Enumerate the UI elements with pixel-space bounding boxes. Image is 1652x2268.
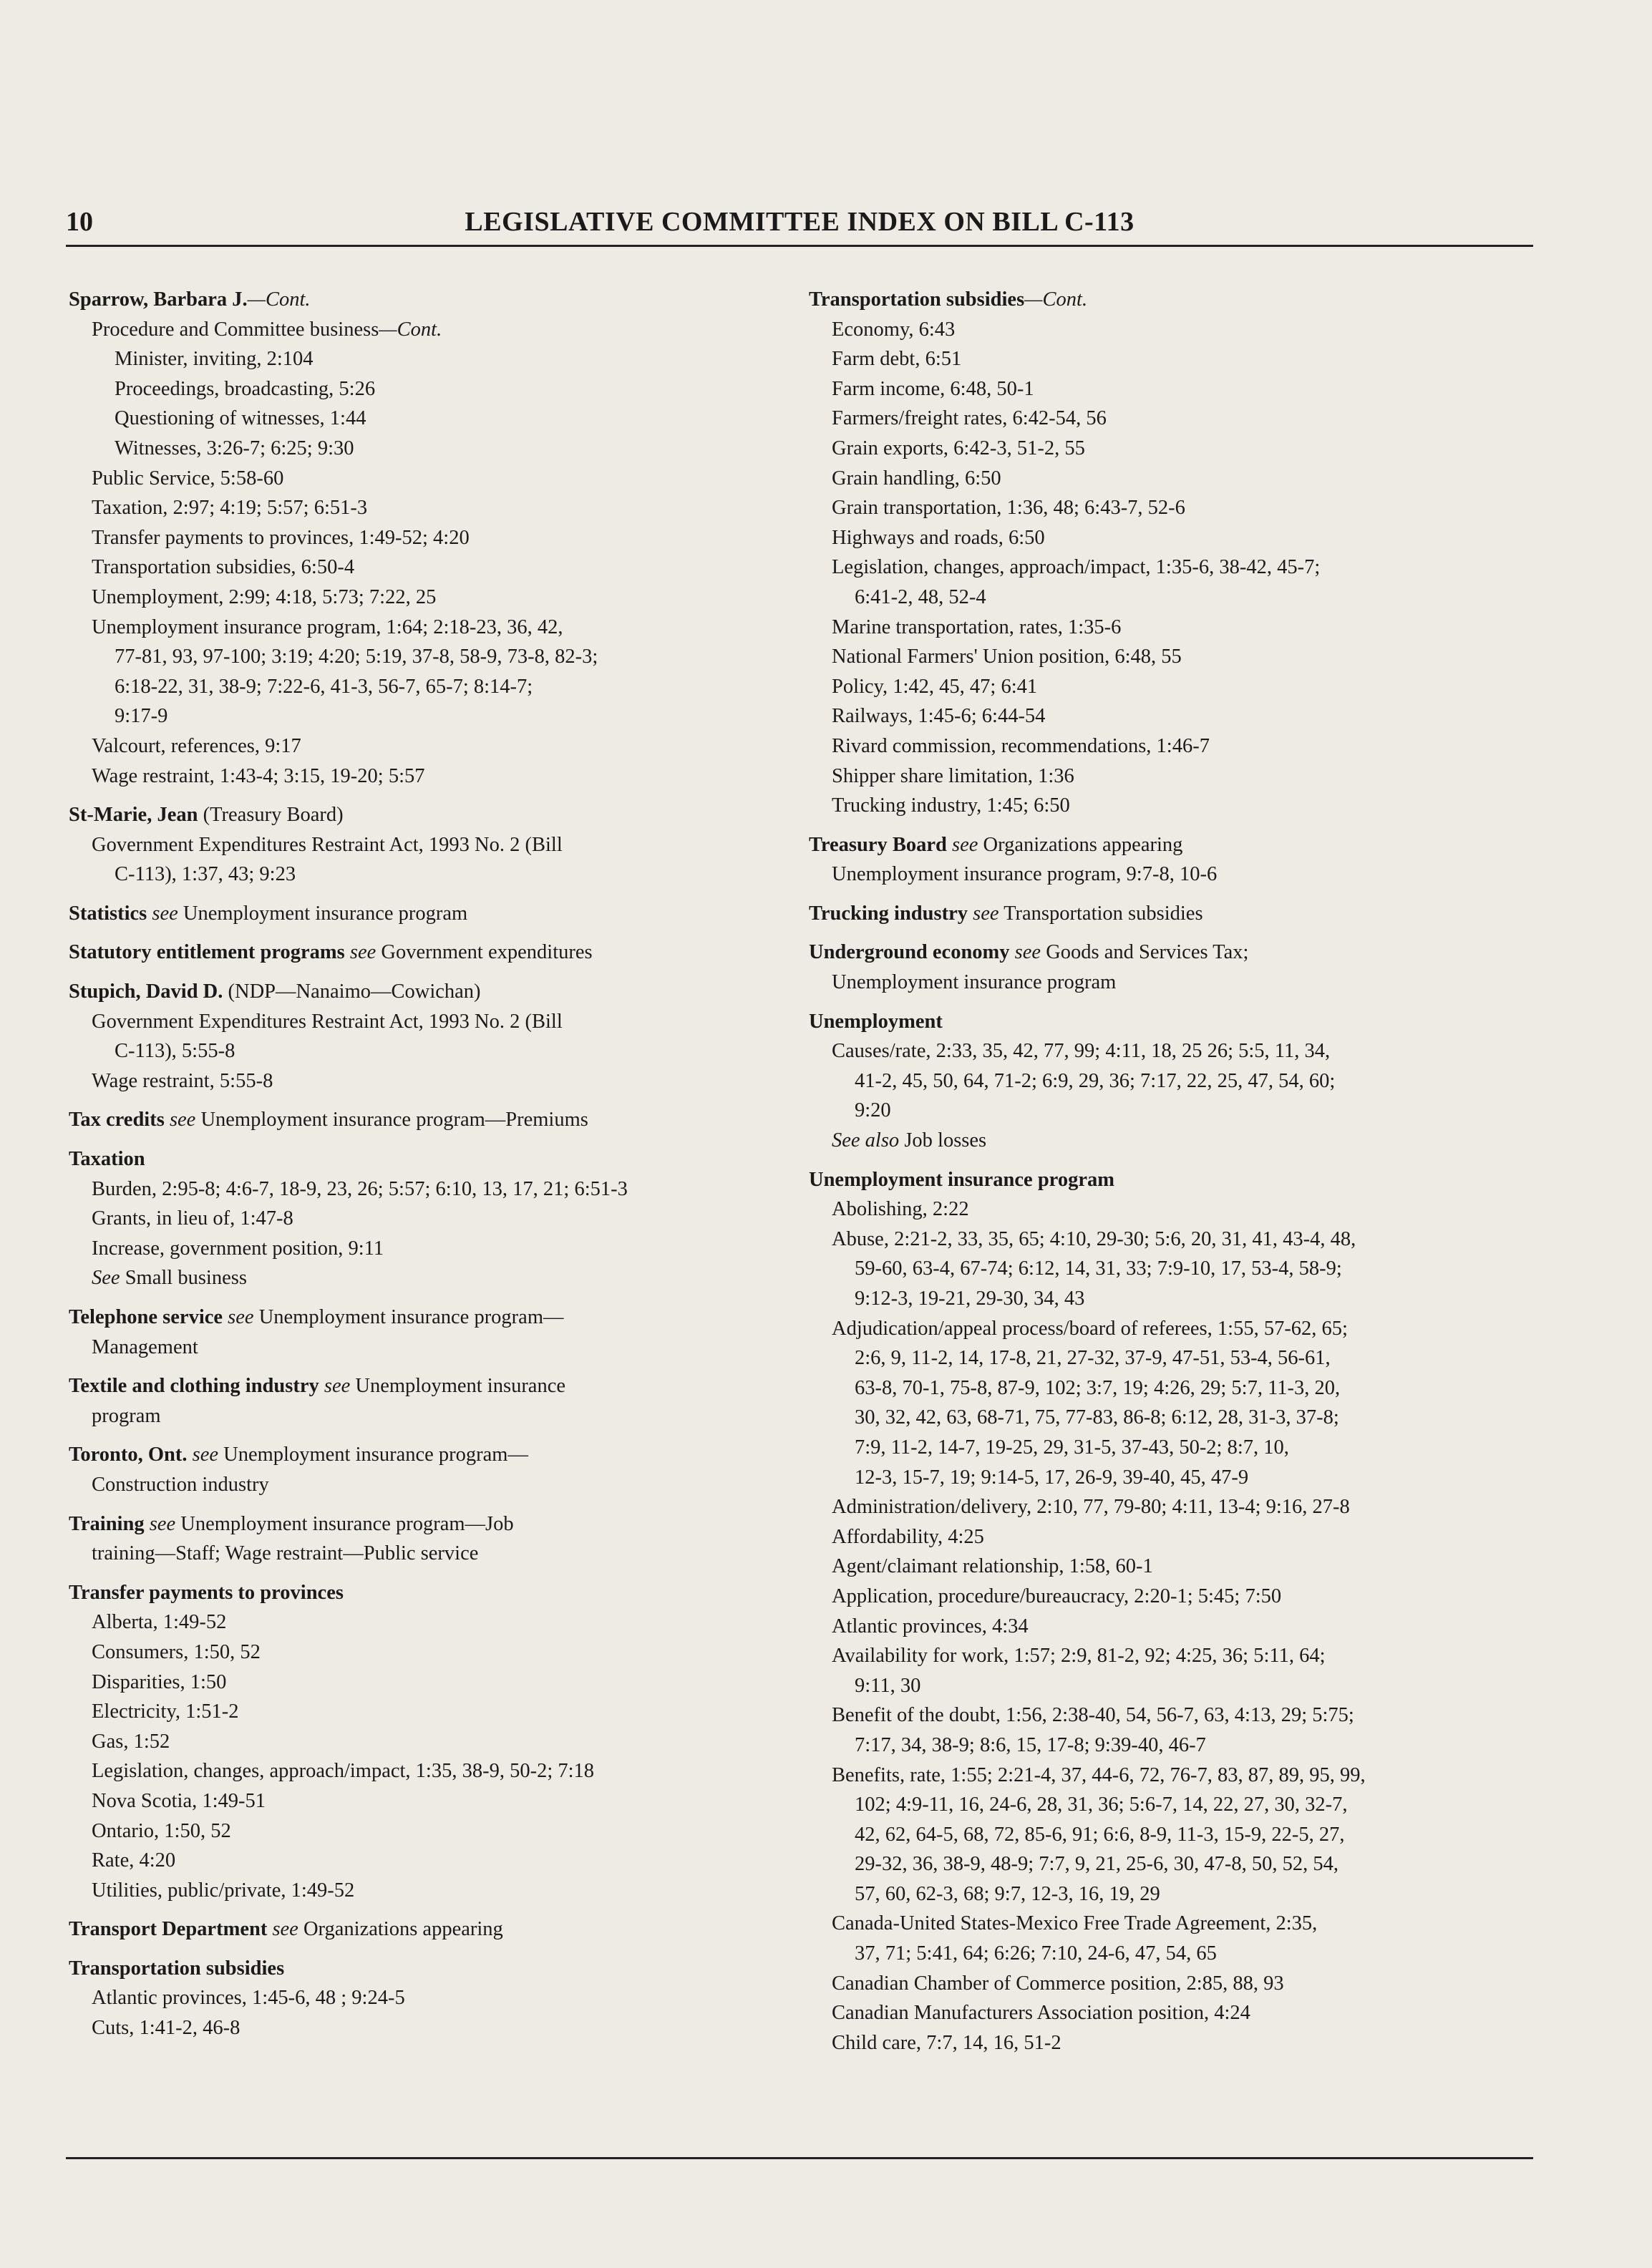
entry-text: Minister, inviting, 2:104 [115, 348, 314, 371]
entry-text: Proceedings, broadcasting, 5:26 [115, 377, 376, 400]
entry-heading: Unemployment insurance program [809, 1168, 1114, 1191]
entry-text: Adjudication/appeal process/board of referees, 1:55, 57-62, 65; [832, 1317, 1348, 1340]
entry-text: C-113), 5:55-8 [115, 1040, 235, 1063]
entry-text: Economy, 6:43 [832, 318, 956, 341]
entry-text: Unemployment insurance program—Premiums [195, 1109, 588, 1131]
page-header [66, 206, 1533, 245]
see-reference: see [1009, 941, 1041, 964]
index-entry [69, 1440, 777, 1499]
subentry-line [809, 553, 1517, 583]
entry-text: Farm debt, 6:51 [832, 348, 962, 371]
subentry-line [69, 1263, 777, 1293]
entry-heading: Statutory entitlement programs [69, 941, 345, 964]
entry-text: Canadian Chamber of Commerce position, 2:85, 88, 93 [832, 1972, 1284, 1995]
entry-heading: Transportation subsidies [809, 288, 1025, 311]
entry-text: 7:17, 34, 38-9; 8:6, 15, 17-8; 9:39-40, 46-7 [855, 1733, 1206, 1756]
subentry-line [809, 493, 1517, 523]
entry-heading-line [69, 1144, 777, 1174]
header-rule [66, 245, 1533, 247]
index-entry [69, 938, 777, 968]
entry-text: Witnesses, 3:26-7; 6:25; 9:30 [115, 437, 354, 459]
subentry-line [69, 1174, 777, 1204]
subentry-line [809, 1820, 1517, 1850]
entry-heading-line [69, 1914, 777, 1945]
entry-heading-line [809, 938, 1517, 968]
entry-text: 12-3, 15-7, 19; 9:14-5, 17, 26-9, 39-40, 45, 47-9 [855, 1466, 1249, 1489]
subentry-line [69, 1007, 777, 1037]
entry-text: Government Expenditures Restraint Act, 1993 No. 2 (Bill [92, 833, 563, 856]
entry-heading: Trucking industry [809, 902, 968, 925]
index-entry [69, 1144, 777, 1293]
entry-text: Taxation, 2:97; 4:19; 5:57; 6:51-3 [92, 497, 368, 520]
entry-heading: Unemployment [809, 1010, 943, 1033]
subentry-line [809, 761, 1517, 792]
subentry-line [69, 583, 777, 613]
entry-text: Ontario, 1:50, 52 [92, 1819, 231, 1842]
entry-text: 63-8, 70-1, 75-8, 87-9, 102; 3:7, 19; 4:26, 29; 5:7, 11-3, 20, [855, 1376, 1341, 1399]
see-reference: See also [832, 1129, 900, 1152]
entry-heading-line [69, 1578, 777, 1608]
subentry-line [69, 1756, 777, 1786]
entry-heading-line [69, 938, 777, 968]
index-entry [809, 938, 1517, 997]
entry-heading-line [809, 1165, 1517, 1195]
subentry-line [69, 2013, 777, 2043]
entry-text: C-113), 1:37, 43; 9:23 [115, 863, 296, 886]
entry-text: Management [92, 1335, 198, 1358]
index-entry [809, 899, 1517, 929]
subentry-line [69, 1539, 777, 1569]
entry-text: 9:12-3, 19-21, 29-30, 34, 43 [855, 1288, 1085, 1310]
entry-text: Unemployment insurance program [178, 902, 468, 925]
entry-text: Rate, 4:20 [92, 1849, 176, 1872]
subentry-line [809, 1522, 1517, 1552]
index-column-left [69, 285, 777, 2053]
entry-text: 6:18-22, 31, 38-9; 7:22-6, 41-3, 56-7, 65-7; 8:14-7; [115, 675, 533, 698]
entry-text: Highways and roads, 6:50 [832, 526, 1045, 549]
index-column-right [809, 285, 1517, 2067]
subentry-line [809, 1612, 1517, 1642]
subentry-line [69, 1066, 777, 1096]
entry-heading-line [69, 977, 777, 1007]
subentry-line [69, 1727, 777, 1757]
entry-heading: Statistics [69, 902, 147, 925]
entry-heading: Taxation [69, 1148, 145, 1171]
entry-text: Gas, 1:52 [92, 1730, 170, 1753]
entry-heading-line [69, 285, 777, 315]
subentry-line [809, 1254, 1517, 1284]
entry-text: Wage restraint, 5:55-8 [92, 1069, 273, 1092]
entry-heading: Transport Department [69, 1918, 268, 1941]
subentry-line [69, 1697, 777, 1727]
entry-text: Child care, 7:7, 14, 16, 51-2 [832, 2031, 1061, 2054]
subentry-line [809, 701, 1517, 731]
entry-text: (Treasury Board) [198, 804, 344, 827]
entry-text: 37, 71; 5:41, 64; 6:26; 7:10, 24-6, 47, 54, 65 [855, 1942, 1217, 1965]
entry-text: Atlantic provinces, 4:34 [832, 1615, 1029, 1637]
subentry-line [809, 464, 1517, 494]
see-reference: see [147, 902, 178, 925]
entry-text: Atlantic provinces, 1:45-6, 48 ; 9:24-5 [92, 1987, 405, 2010]
running-title: LEGISLATIVE COMMITTEE INDEX ON BILL C-113 [465, 207, 1134, 237]
entry-text: 6:41-2, 48, 52-4 [855, 585, 986, 608]
entry-text: Trucking industry, 1:45; 6:50 [832, 794, 1070, 817]
entry-text: Administration/delivery, 2:10, 77, 79-80; 4:11, 13-4; 9:16, 27-8 [832, 1496, 1350, 1519]
subentry-line [69, 672, 777, 702]
entry-heading-line [69, 1440, 777, 1470]
entry-text: Benefits, rate, 1:55; 2:21-4, 37, 44-6, 72, 76-7, 83, 87, 89, 95, 99, [832, 1763, 1366, 1786]
entry-text: 9:11, 30 [855, 1674, 921, 1697]
continued-marker: —Cont. [247, 288, 311, 311]
index-entry [69, 1105, 777, 1135]
entry-heading: Textile and clothing industry [69, 1375, 319, 1398]
entry-text: Abuse, 2:21-2, 33, 35, 65; 4:10, 29-30; 5:6, 20, 31, 41, 43-4, 48, [832, 1227, 1356, 1250]
subentry-line [69, 761, 777, 792]
subentry-line [809, 968, 1517, 998]
subentry-line [69, 1846, 777, 1876]
entry-text: Unemployment insurance [350, 1375, 566, 1398]
see-reference: see [344, 941, 376, 964]
entry-text: Affordability, 4:25 [832, 1525, 984, 1548]
entry-heading-line [809, 1007, 1517, 1037]
subentry-line [69, 1401, 777, 1431]
subentry-line [809, 1641, 1517, 1671]
index-entry [69, 1578, 777, 1906]
subentry-line [809, 1373, 1517, 1403]
subentry-line [69, 1333, 777, 1363]
entry-text: Farm income, 6:48, 50-1 [832, 377, 1034, 400]
index-entry [69, 1954, 777, 2043]
subentry-line [809, 344, 1517, 374]
subentry-line [809, 1036, 1517, 1066]
continued-marker: —Cont. [379, 318, 442, 341]
entry-text: Job losses [899, 1129, 987, 1152]
subentry-line [809, 1096, 1517, 1126]
subentry-line [69, 1668, 777, 1698]
entry-text: Transportation subsidies, 6:50-4 [92, 556, 355, 579]
subentry-line [809, 791, 1517, 821]
index-entry [69, 285, 777, 791]
entry-text: Legislation, changes, approach/impact, 1:35-6, 38-42, 45-7; [832, 556, 1321, 579]
subentry-line [69, 1036, 777, 1066]
entry-heading-line [69, 1509, 777, 1539]
entry-text: Cuts, 1:41-2, 46-8 [92, 2017, 240, 2040]
entry-text: 29-32, 36, 38-9, 48-9; 7:7, 9, 21, 25-6, 30, 47-8, 50, 52, 54, [855, 1853, 1339, 1876]
subentry-line [809, 1343, 1517, 1373]
entry-heading-line [69, 899, 777, 929]
entry-text: Procedure and Committee business [92, 318, 379, 341]
subentry-line [69, 434, 777, 464]
subentry-line [69, 523, 777, 553]
subentry-line [809, 731, 1517, 761]
subentry-line [809, 404, 1517, 434]
see-reference: see [267, 1918, 298, 1941]
entry-text: 42, 62, 64-5, 68, 72, 85-6, 91; 6:6, 8-9, 11-3, 15-9, 22-5, 27, [855, 1823, 1345, 1846]
see-reference: see [164, 1109, 196, 1131]
see-reference: see [946, 833, 978, 856]
subentry-line [69, 1234, 777, 1264]
entry-text: Disparities, 1:50 [92, 1670, 227, 1693]
subentry-line [809, 1066, 1517, 1096]
entry-text: Rivard commission, recommendations, 1:46-7 [832, 734, 1210, 757]
subentry-line [69, 1607, 777, 1637]
entry-text: Unemployment insurance program—Job [175, 1512, 514, 1535]
index-entry [69, 1371, 777, 1431]
entry-heading: Telephone service [69, 1306, 223, 1328]
index-entry [809, 1007, 1517, 1156]
entry-text: Unemployment insurance program— [253, 1306, 564, 1328]
entry-text: Abolishing, 2:22 [832, 1198, 969, 1221]
subentry-line [809, 434, 1517, 464]
index-entry [809, 285, 1517, 821]
subentry-line [809, 1194, 1517, 1225]
entry-text: Questioning of witnesses, 1:44 [115, 407, 366, 430]
subentry-line [69, 404, 777, 434]
subentry-line [69, 642, 777, 672]
subentry-line [809, 1879, 1517, 1909]
subentry-line [69, 1637, 777, 1668]
entry-heading-line [69, 1105, 777, 1135]
entry-text: Electricity, 1:51-2 [92, 1700, 239, 1723]
entry-text: Marine transportation, rates, 1:35-6 [832, 615, 1122, 638]
entry-text: 102; 4:9-11, 16, 24-6, 28, 31, 36; 5:6-7, 14, 22, 27, 30, 32-7, [855, 1794, 1348, 1816]
entry-text: Small business [120, 1267, 247, 1290]
entry-heading: Tax credits [69, 1109, 165, 1131]
subentry-line [809, 1909, 1517, 1939]
entry-text: Agent/claimant relationship, 1:58, 60-1 [832, 1555, 1153, 1578]
entry-heading-line [69, 800, 777, 830]
subentry-line [69, 493, 777, 523]
entry-heading-line [809, 899, 1517, 929]
subentry-line [69, 1204, 777, 1234]
entry-text: Increase, government position, 9:11 [92, 1237, 384, 1260]
entry-text: Nova Scotia, 1:49-51 [92, 1789, 266, 1812]
entry-text: Railways, 1:45-6; 6:44-54 [832, 705, 1046, 728]
subentry-line [809, 1761, 1517, 1791]
subentry-line [69, 344, 777, 374]
entry-text: Grain transportation, 1:36, 48; 6:43-7, 52-6 [832, 497, 1185, 520]
subentry-line [809, 1671, 1517, 1701]
entry-text: Transportation subsidies [999, 902, 1203, 925]
subentry-line [809, 583, 1517, 613]
subentry-line [809, 1849, 1517, 1879]
entry-text: Grain exports, 6:42-3, 51-2, 55 [832, 437, 1085, 459]
subentry-line [809, 523, 1517, 553]
entry-text: program [92, 1404, 161, 1427]
entry-heading-line [809, 830, 1517, 860]
entry-text: Organizations appearing [298, 1918, 503, 1941]
entry-heading: Transfer payments to provinces [69, 1581, 344, 1604]
entry-heading-line [69, 1303, 777, 1333]
entry-text: 9:20 [855, 1099, 891, 1122]
page-number: 10 [66, 207, 93, 237]
subentry-line [809, 1433, 1517, 1463]
entry-text: (NDP—Nanaimo—Cowichan) [223, 980, 481, 1003]
entry-text: Utilities, public/private, 1:49-52 [92, 1879, 355, 1902]
subentry-line [69, 1786, 777, 1816]
entry-text: 59-60, 63-4, 67-74; 6:12, 14, 31, 33; 7:9-10, 17, 53-4, 58-9; [855, 1257, 1342, 1280]
see-reference: see [144, 1512, 176, 1535]
entry-text: Unemployment insurance program, 1:64; 2:18-23, 36, 42, [92, 615, 563, 638]
subentry-line [69, 464, 777, 494]
index-entry [69, 1509, 777, 1569]
entry-text: Availability for work, 1:57; 2:9, 81-2, 92; 4:25, 36; 5:11, 64; [832, 1645, 1326, 1668]
subentry-line [809, 1552, 1517, 1582]
see-reference: See [92, 1267, 120, 1290]
entry-text: Legislation, changes, approach/impact, 1:35, 38-9, 50-2; 7:18 [92, 1760, 595, 1783]
entry-text: 77-81, 93, 97-100; 3:19; 4:20; 5:19, 37-8, 58-9, 73-8, 82-3; [115, 646, 598, 668]
subentry-line [809, 1582, 1517, 1612]
entry-heading: Underground economy [809, 941, 1010, 964]
entry-heading-line [69, 1954, 777, 1984]
subentry-line [69, 613, 777, 643]
entry-text: 57, 60, 62-3, 68; 9:7, 12-3, 16, 19, 29 [855, 1882, 1160, 1905]
entry-text: Benefit of the doubt, 1:56, 2:38-40, 54, 56-7, 63, 4:13, 29; 5:75; [832, 1704, 1354, 1727]
index-entry [69, 800, 777, 890]
subentry-line [809, 1284, 1517, 1314]
entry-heading-line [69, 1371, 777, 1401]
subentry-line [809, 642, 1517, 672]
subentry-line [69, 830, 777, 860]
index-entry [69, 1303, 777, 1362]
index-entry [809, 1165, 1517, 2058]
subentry-line [809, 1790, 1517, 1820]
entry-text: National Farmers' Union position, 6:48, 55 [832, 646, 1182, 668]
entry-text: Canadian Manufacturers Association position, 4:24 [832, 2002, 1250, 2025]
subentry-line [809, 1492, 1517, 1522]
entry-text: Public Service, 5:58-60 [92, 467, 284, 490]
see-reference: see [223, 1306, 254, 1328]
index-entry [69, 977, 777, 1096]
subentry-line [809, 672, 1517, 702]
entry-text: Canada-United States-Mexico Free Trade Agreement, 2:35, [832, 1912, 1318, 1935]
entry-text: Burden, 2:95-8; 4:6-7, 18-9, 23, 26; 5:57; 6:10, 13, 17, 21; 6:51-3 [92, 1177, 628, 1200]
subentry-line [809, 1700, 1517, 1731]
entry-text: Government Expenditures Restraint Act, 1993 No. 2 (Bill [92, 1010, 563, 1033]
entry-text: Goods and Services Tax; [1041, 941, 1249, 964]
entry-heading: St-Marie, Jean [69, 804, 198, 827]
subentry-line [69, 1876, 777, 1906]
entry-heading: Training [69, 1512, 145, 1535]
subentry-line [69, 731, 777, 761]
entry-text: Causes/rate, 2:33, 35, 42, 77, 99; 4:11, 18, 25 26; 5:5, 11, 34, [832, 1040, 1331, 1063]
subentry-line [809, 1969, 1517, 1999]
entry-text: Consumers, 1:50, 52 [92, 1640, 261, 1663]
entry-text: Grain handling, 6:50 [832, 467, 1001, 490]
entry-text: Application, procedure/bureaucracy, 2:20-1; 5:45; 7:50 [832, 1585, 1282, 1607]
subentry-line [809, 1314, 1517, 1344]
subentry-line [809, 1463, 1517, 1493]
entry-text: Unemployment insurance program [832, 971, 1117, 994]
subentry-line [809, 1939, 1517, 1969]
entry-heading: Treasury Board [809, 833, 947, 856]
entry-text: Alberta, 1:49-52 [92, 1611, 227, 1634]
entry-heading: Stupich, David D. [69, 980, 223, 1003]
subentry-line [809, 374, 1517, 404]
entry-text: Government expenditures [376, 941, 593, 964]
subentry-line [809, 1998, 1517, 2028]
subentry-line [69, 315, 777, 345]
entry-text: Unemployment insurance program— [218, 1444, 528, 1466]
entry-text: 41-2, 45, 50, 64, 71-2; 6:9, 29, 36; 7:17, 22, 25, 47, 54, 60; [855, 1069, 1336, 1092]
entry-text: Shipper share limitation, 1:36 [832, 764, 1074, 787]
subentry-line [809, 1403, 1517, 1433]
entry-text: Transfer payments to provinces, 1:49-52; 4:20 [92, 526, 470, 549]
see-reference: see [968, 902, 999, 925]
subentry-line [69, 1470, 777, 1500]
subentry-line [69, 553, 777, 583]
subentry-line [69, 374, 777, 404]
index-entry [69, 899, 777, 929]
entry-text: Valcourt, references, 9:17 [92, 734, 301, 757]
subentry-line [809, 860, 1517, 890]
entry-text: 9:17-9 [115, 705, 168, 728]
entry-text: Grants, in lieu of, 1:47-8 [92, 1207, 293, 1230]
entry-text: 30, 32, 42, 63, 68-71, 75, 77-83, 86-8; 6:12, 28, 31-3, 37-8; [855, 1406, 1339, 1429]
subentry-line [809, 1731, 1517, 1761]
entry-text: training—Staff; Wage restraint—Public service [92, 1542, 479, 1565]
subentry-line [69, 701, 777, 731]
footer-rule [66, 2157, 1533, 2159]
entry-text: Farmers/freight rates, 6:42-54, 56 [832, 407, 1107, 430]
see-reference: see [319, 1375, 351, 1398]
see-reference: see [187, 1444, 219, 1466]
subentry-line [809, 1126, 1517, 1156]
entry-text: Wage restraint, 1:43-4; 3:15, 19-20; 5:57 [92, 764, 425, 787]
subentry-line [809, 1225, 1517, 1255]
index-entry [809, 830, 1517, 890]
subentry-line [809, 2028, 1517, 2058]
subentry-line [809, 613, 1517, 643]
continued-marker: —Cont. [1024, 288, 1088, 311]
entry-heading: Toronto, Ont. [69, 1444, 188, 1466]
subentry-line [69, 860, 777, 890]
entry-text: Organizations appearing [978, 833, 1183, 856]
entry-text: 7:9, 11-2, 14-7, 19-25, 29, 31-5, 37-43, 50-2; 8:7, 10, [855, 1436, 1289, 1459]
entry-heading: Transportation subsidies [69, 1957, 285, 1980]
entry-text: 2:6, 9, 11-2, 14, 17-8, 21, 27-32, 37-9, 47-51, 53-4, 56-61, [855, 1347, 1331, 1370]
subentry-line [809, 315, 1517, 345]
index-entry [69, 1914, 777, 1945]
entry-text: Policy, 1:42, 45, 47; 6:41 [832, 675, 1038, 698]
entry-text: Unemployment, 2:99; 4:18, 5:73; 7:22, 25 [92, 585, 437, 608]
subentry-line [69, 1816, 777, 1846]
subentry-line [69, 1983, 777, 2013]
entry-text: Construction industry [92, 1473, 269, 1496]
entry-text: Unemployment insurance program, 9:7-8, 10-6 [832, 863, 1218, 886]
entry-heading-line [809, 285, 1517, 315]
entry-heading: Sparrow, Barbara J. [69, 288, 248, 311]
